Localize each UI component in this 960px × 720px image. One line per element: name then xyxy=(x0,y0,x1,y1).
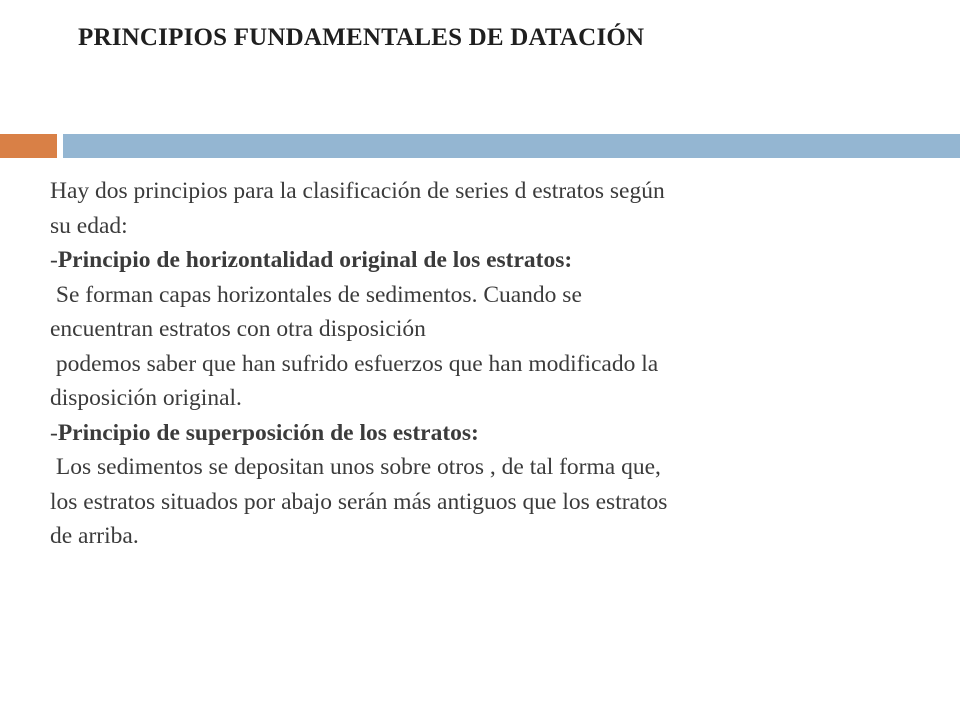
principle-text: de arriba. xyxy=(50,523,139,549)
intro-line: Hay dos principios para la clasificación de series d estratos según xyxy=(50,178,665,204)
principle-text: Se forman capas horizontales de sedimentos. Cuando se xyxy=(50,281,582,308)
slide-body xyxy=(50,174,910,554)
principle-text: podemos saber que han sufrido esfuerzos que han modificado la xyxy=(50,350,659,377)
principle-text: disposición original. xyxy=(50,385,242,411)
accent-bar-orange xyxy=(0,134,57,158)
slide-title: PRINCIPIOS FUNDAMENTALES DE DATACIÓN xyxy=(78,24,645,51)
accent-bar-blue xyxy=(63,134,960,158)
heading-dash: - xyxy=(50,247,58,273)
heading-dash: - xyxy=(50,419,58,446)
intro-line: su edad: xyxy=(50,212,128,239)
principle-text: Los sedimentos se depositan unos sobre otros , de tal forma que, xyxy=(50,454,661,480)
principle-text: los estratos situados por abajo serán más antiguos que los estratos xyxy=(50,488,668,515)
principle-superposition-heading: Principio de superposición de los estratos: xyxy=(57,419,479,446)
principle-text: encuentran estratos con otra disposición xyxy=(50,316,426,342)
principle-horizontality-heading: Principio de horizontalidad original de los estratos: xyxy=(57,247,573,273)
principle-heading xyxy=(50,243,910,278)
principle-heading xyxy=(50,416,910,451)
